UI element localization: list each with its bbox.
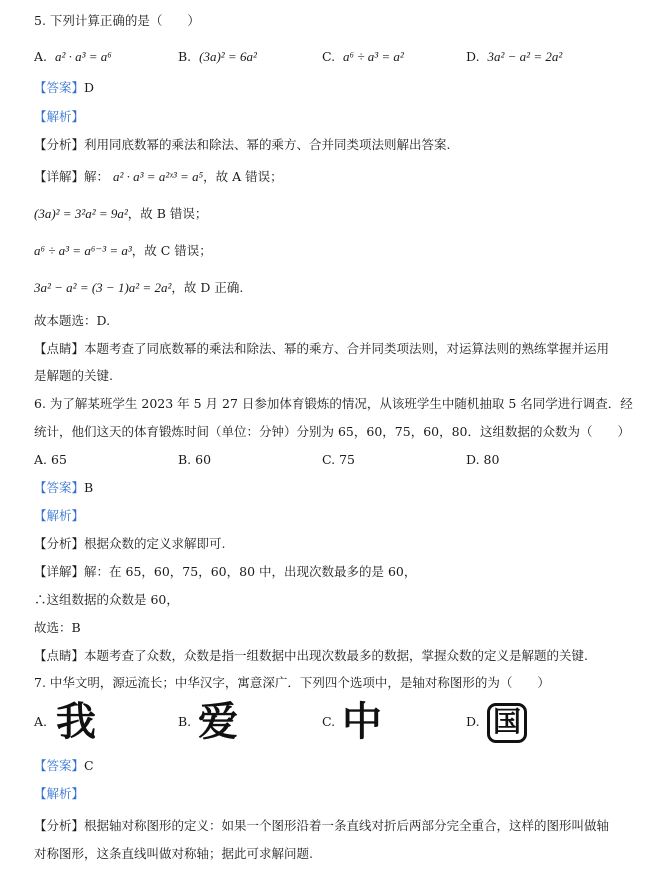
q6-answer	[34, 480, 93, 496]
step-note: ，故 B 错误；	[127, 206, 208, 221]
xiangjie-text: 解：在 65，60，75，60，80 中，出现次数最多的是 60，	[84, 564, 417, 579]
option-label: C.	[322, 49, 336, 64]
answer-value: B	[84, 480, 94, 495]
step-expr: (3a)² = 3²a² = 9a²	[34, 206, 128, 221]
answer-tag: 【答案】	[34, 758, 85, 773]
option-label: D.	[466, 49, 480, 64]
step-expr: 3a² − a² = (3 − 1)a² = 2a²	[34, 280, 172, 295]
q5-step-b	[34, 206, 207, 222]
option-value: 65	[51, 452, 67, 467]
option-label: D.	[466, 452, 480, 467]
dianjing-text: 本题考查了众数，众数是指一组数据中出现次数最多的数据，掌握众数的定义是解题的关键.	[84, 648, 588, 663]
q6-conclusion: 故选：B	[34, 620, 81, 635]
q7-option-c-glyph[interactable]: 中	[342, 699, 382, 745]
q6-analysis-tag: 【解析】	[34, 508, 85, 523]
q6-therefore: ∴这组数据的众数是 60，	[34, 592, 179, 607]
option-value: 80	[483, 452, 500, 467]
q7-fenxi	[34, 818, 609, 834]
q7-option-b-label[interactable]: B.	[178, 714, 192, 729]
q7-option-d-label[interactable]: D.	[466, 714, 480, 729]
fenxi-text: 根据众数的定义求解即可.	[84, 536, 226, 551]
option-label: B.	[178, 452, 192, 467]
step-expr: a² · a³ = a²ˣ³ = a⁵	[113, 169, 204, 184]
q5-option-b[interactable]	[178, 49, 257, 65]
fenxi-text: 利用同底数幂的乘法和除法、幂的乘方、合并同类项法则解出答案.	[84, 137, 451, 152]
step-expr: a⁶ ÷ a³ = a⁶⁻³ = a³	[34, 243, 132, 258]
fenxi-tag: 【分析】	[34, 536, 85, 551]
dianjing-text: 本题考查了同底数幂的乘法和除法、幂的乘方、合并同类项法则，对运算法则的熟练掌握并运用	[84, 341, 610, 356]
step-note: ，故 A 错误；	[203, 169, 283, 184]
q5-fenxi	[34, 137, 451, 153]
xiangjie-lead: 解：	[84, 169, 110, 184]
q7-answer	[34, 758, 94, 774]
q7-option-a-label[interactable]: A.	[34, 714, 48, 729]
q5-step-d	[34, 280, 243, 296]
xiangjie-tag: 【详解】	[34, 169, 85, 184]
option-expr: a² · a³ = a⁶	[54, 49, 112, 64]
answer-value: D	[84, 80, 95, 95]
q5-conclusion: 故本题选：D.	[34, 313, 111, 328]
option-value: 75	[339, 452, 355, 467]
fenxi-text: 根据轴对称图形的定义：如果一个图形沿着一条直线对折后两部分完全重合，这样的图形叫做轴	[84, 818, 610, 833]
answer-tag: 【答案】	[34, 480, 85, 495]
q6-option-d[interactable]	[466, 452, 499, 468]
q7-option-d-glyph[interactable]: 国	[487, 703, 527, 743]
q6-xiangjie	[34, 564, 416, 580]
option-label: C.	[322, 452, 336, 467]
q7-option-b-glyph[interactable]: 爱	[198, 699, 238, 745]
q7-option-c-label[interactable]: C.	[322, 714, 336, 729]
q5-dianjing	[34, 341, 609, 357]
q5-option-d[interactable]	[466, 49, 562, 65]
q6-stem-line1: 6. 为了解某班学生 2023 年 5 月 27 日参加体育锻炼的情况，从该班学生中随机抽取 5 名同学进行调查．经	[34, 396, 633, 411]
q5-analysis-tag: 【解析】	[34, 109, 85, 124]
step-note: ，故 C 错误；	[131, 243, 212, 258]
q7-stem: 7. 中华文明，源远流长；中华汉字，寓意深广．下列四个选项中，是轴对称图形的为（ ）	[34, 675, 550, 690]
q6-option-a[interactable]	[34, 452, 67, 468]
option-label: A.	[34, 452, 48, 467]
q6-option-b[interactable]	[178, 452, 211, 468]
fenxi-tag: 【分析】	[34, 137, 85, 152]
option-expr: 3a² − a² = 2a²	[487, 49, 563, 64]
step-note: ，故 D 正确.	[171, 280, 244, 295]
q6-option-c[interactable]	[322, 452, 355, 468]
option-label: B.	[178, 49, 192, 64]
option-expr: (3a)² = 6a²	[199, 49, 257, 64]
q5-answer	[34, 80, 94, 96]
q6-fenxi	[34, 536, 226, 552]
dianjing-tag: 【点睛】	[34, 648, 85, 663]
q5-stem: 5. 下列计算正确的是（ ）	[34, 13, 200, 28]
xiangjie-tag: 【详解】	[34, 564, 85, 579]
q5-xiangjie	[34, 169, 283, 185]
q7-analysis-tag: 【解析】	[34, 786, 85, 801]
option-expr: a⁶ ÷ a³ = a²	[343, 49, 404, 64]
option-value: 60	[195, 452, 212, 467]
q5-dianjing-cont: 是解题的关键.	[34, 368, 113, 383]
q7-option-a-glyph[interactable]: 我	[56, 699, 96, 745]
q5-step-c	[34, 243, 212, 259]
q6-stem-line2: 统计，他们这天的体育锻炼时间（单位：分钟）分别为 65，60，75，60，80．这组数据的众数为（ ）	[34, 424, 631, 439]
q5-option-c[interactable]	[322, 49, 404, 65]
q6-dianjing	[34, 648, 588, 664]
q5-option-a[interactable]	[34, 49, 112, 65]
option-label: A.	[34, 49, 48, 64]
answer-value: C	[84, 758, 94, 773]
fenxi-tag: 【分析】	[34, 818, 85, 833]
dianjing-tag: 【点睛】	[34, 341, 85, 356]
q7-fenxi-cont: 对称图形，这条直线叫做对称轴；据此可求解问题.	[34, 846, 313, 861]
answer-tag: 【答案】	[34, 80, 85, 95]
